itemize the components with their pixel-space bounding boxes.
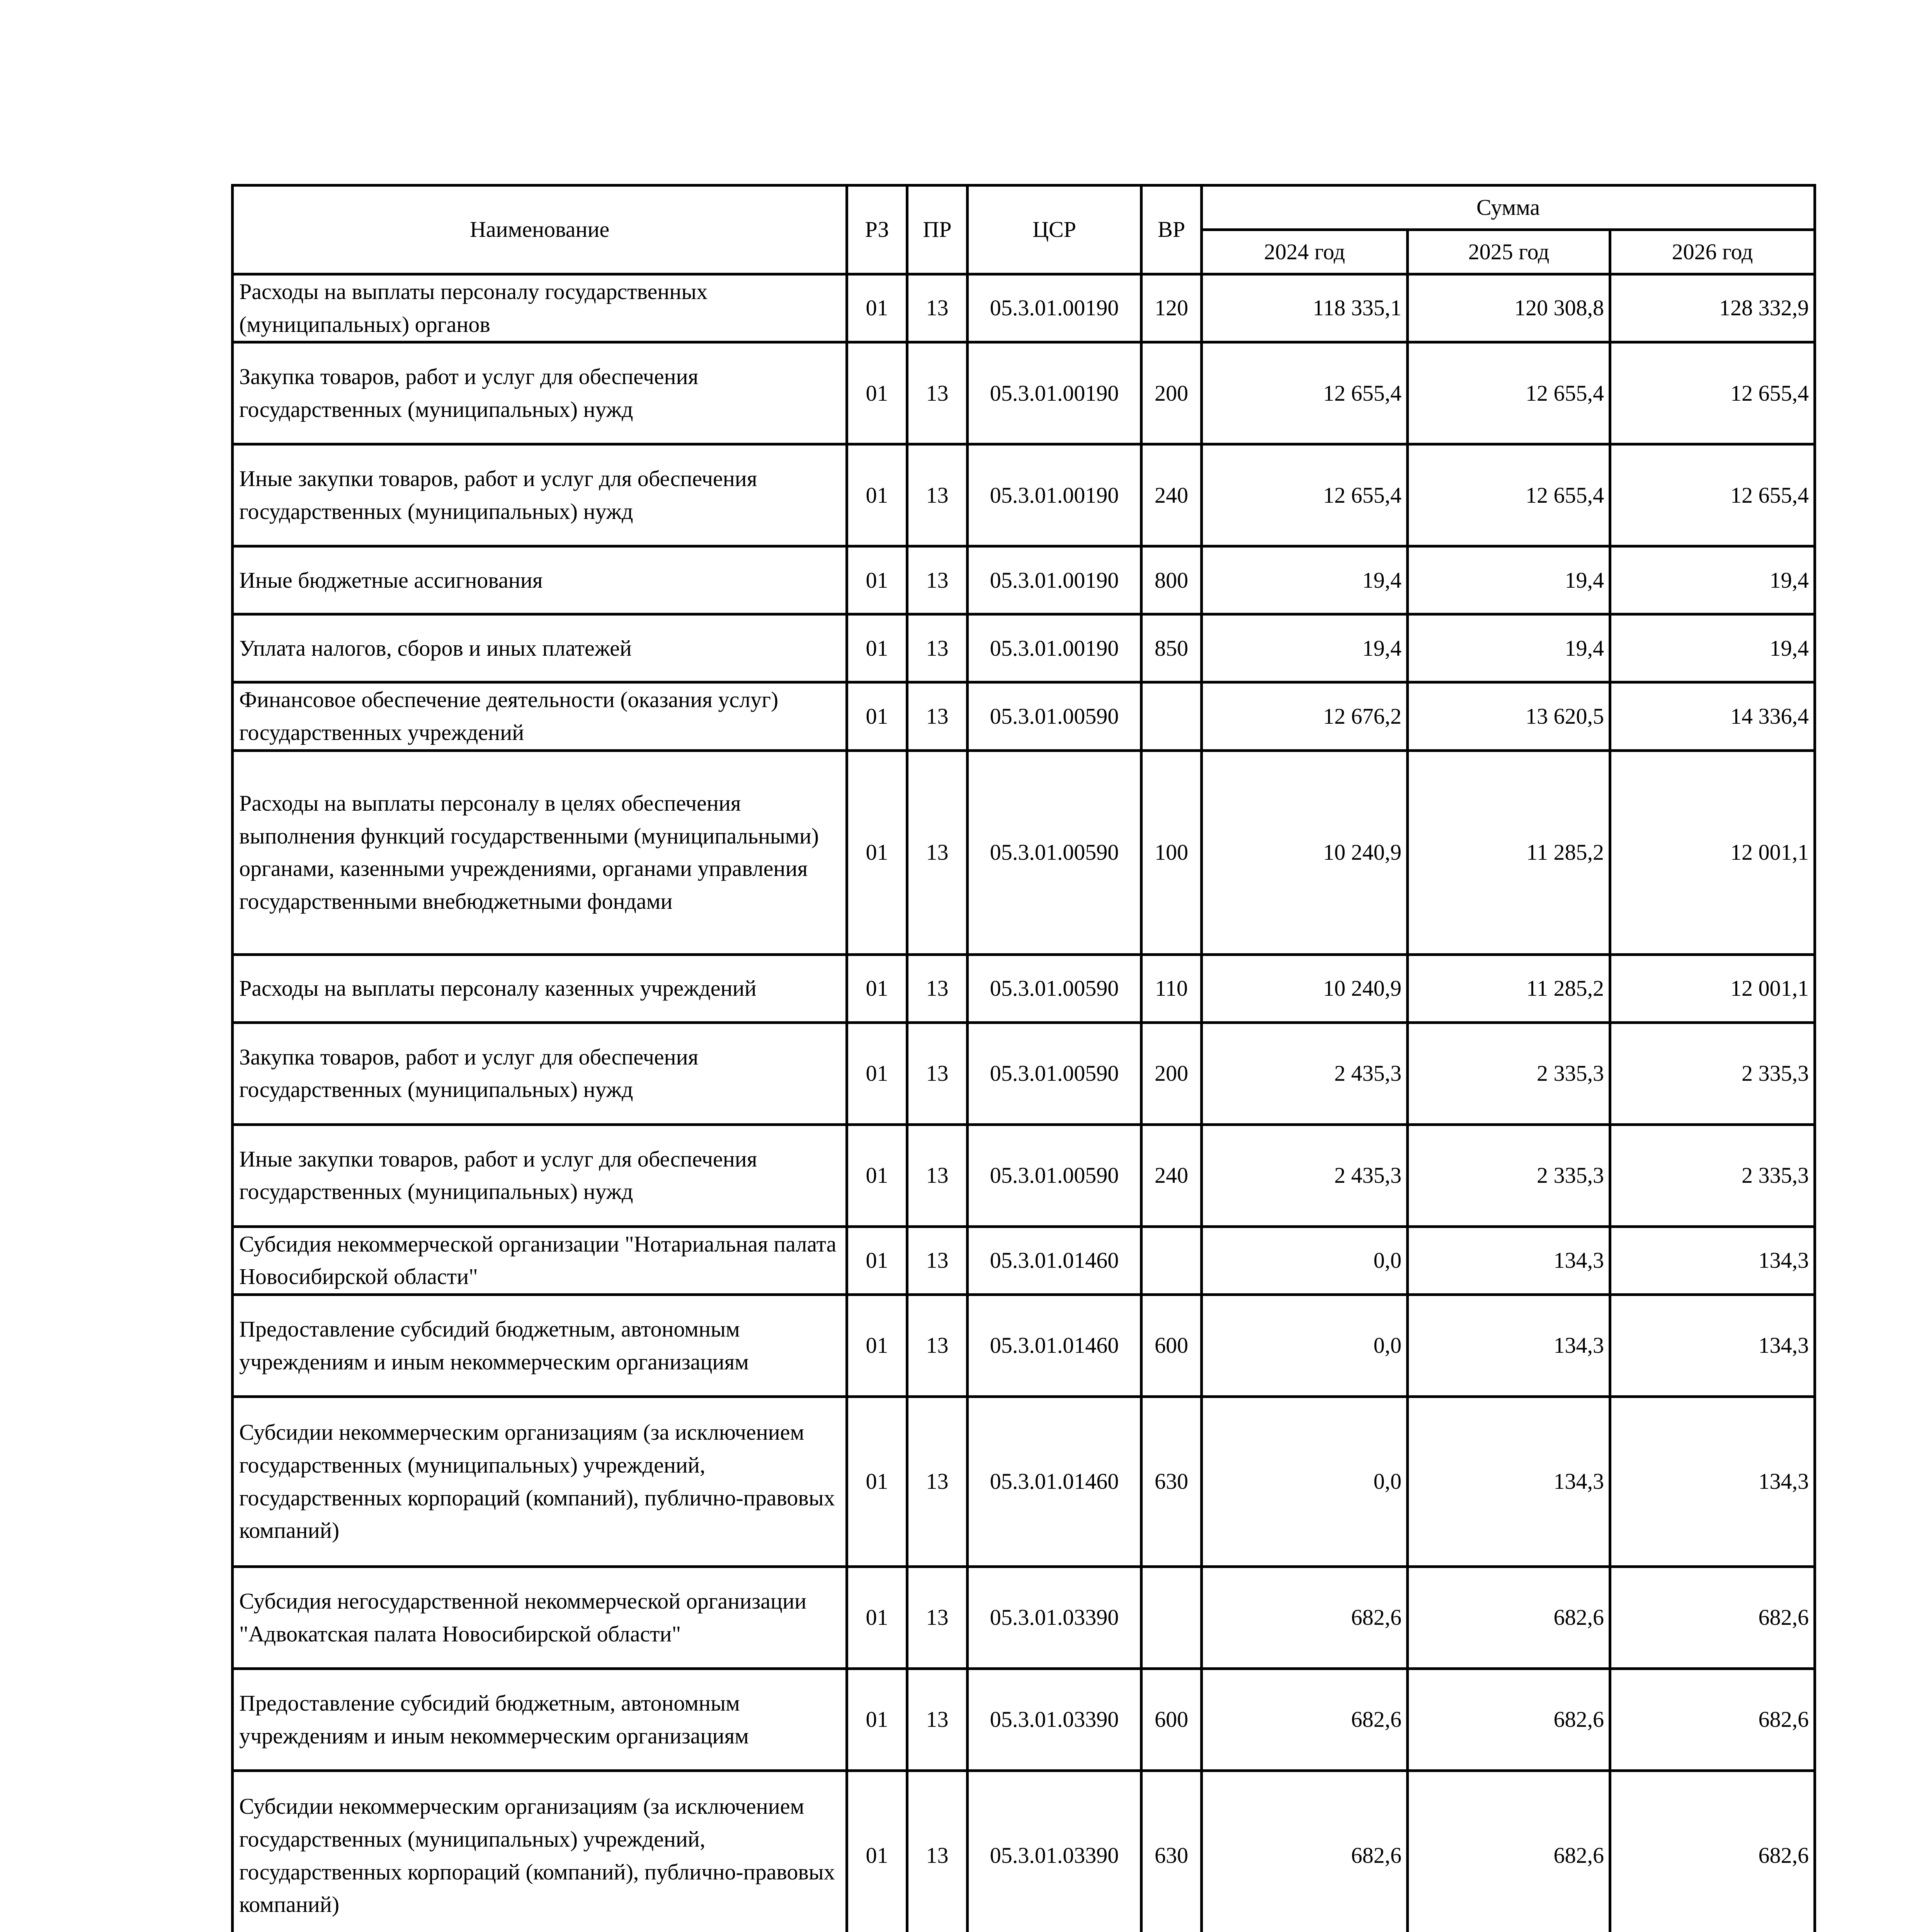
header-year-2026: 2026 год (1610, 230, 1815, 274)
cell-name: Закупка товаров, работ и услуг для обеспечения государственных (муниципальных) нужд (233, 1022, 847, 1124)
cell-sum-2026: 682,6 (1610, 1567, 1815, 1669)
cell-sum-2025: 19,4 (1408, 614, 1610, 682)
cell-pr: 13 (907, 1397, 968, 1567)
cell-sum-2024: 682,6 (1202, 1771, 1408, 1932)
cell-pr: 13 (907, 750, 968, 954)
cell-sum-2026: 12 001,1 (1610, 750, 1815, 954)
cell-pr: 13 (907, 1669, 968, 1771)
cell-sum-2025: 120 308,8 (1408, 274, 1610, 342)
cell-vr: 110 (1141, 954, 1202, 1022)
cell-sum-2026: 12 001,1 (1610, 954, 1815, 1022)
cell-rz: 01 (847, 682, 907, 750)
table-row (233, 1397, 1815, 1567)
header-year-2024: 2024 год (1202, 230, 1408, 274)
cell-pr: 13 (907, 1567, 968, 1669)
cell-csr: 05.3.01.00590 (968, 750, 1141, 954)
header-year-2025: 2025 год (1408, 230, 1610, 274)
cell-sum-2025: 19,4 (1408, 546, 1610, 614)
table-row (233, 1124, 1815, 1226)
cell-sum-2026: 682,6 (1610, 1669, 1815, 1771)
cell-sum-2024: 12 655,4 (1202, 342, 1408, 444)
cell-sum-2026: 19,4 (1610, 614, 1815, 682)
table-row (233, 954, 1815, 1022)
cell-pr: 13 (907, 614, 968, 682)
cell-csr: 05.3.01.00190 (968, 274, 1141, 342)
cell-sum-2026: 134,3 (1610, 1226, 1815, 1294)
cell-sum-2024: 118 335,1 (1202, 274, 1408, 342)
cell-vr: 600 (1141, 1669, 1202, 1771)
cell-csr: 05.3.01.00190 (968, 342, 1141, 444)
cell-vr: 800 (1141, 546, 1202, 614)
cell-rz: 01 (847, 750, 907, 954)
cell-vr: 200 (1141, 342, 1202, 444)
cell-rz: 01 (847, 1771, 907, 1932)
cell-vr: 240 (1141, 1124, 1202, 1226)
cell-name: Предоставление субсидий бюджетным, автономным учреждениям и иным некоммерческим организациям (233, 1669, 847, 1771)
cell-csr: 05.3.01.00190 (968, 546, 1141, 614)
cell-sum-2026: 134,3 (1610, 1397, 1815, 1567)
table-row (233, 342, 1815, 444)
cell-csr: 05.3.01.00590 (968, 682, 1141, 750)
cell-pr: 13 (907, 1124, 968, 1226)
header-pr: ПР (907, 185, 968, 274)
cell-sum-2024: 682,6 (1202, 1567, 1408, 1669)
table-row (233, 682, 1815, 750)
cell-rz: 01 (847, 546, 907, 614)
cell-sum-2024: 12 676,2 (1202, 682, 1408, 750)
cell-pr: 13 (907, 682, 968, 750)
cell-vr: 120 (1141, 274, 1202, 342)
cell-sum-2024: 19,4 (1202, 546, 1408, 614)
cell-vr (1141, 1226, 1202, 1294)
table-header (233, 185, 1815, 274)
table-row (233, 1022, 1815, 1124)
cell-sum-2025: 13 620,5 (1408, 682, 1610, 750)
cell-pr: 13 (907, 342, 968, 444)
cell-rz: 01 (847, 1124, 907, 1226)
table-row (233, 1771, 1815, 1932)
table-row (233, 750, 1815, 954)
cell-pr: 13 (907, 444, 968, 546)
cell-vr: 600 (1141, 1295, 1202, 1397)
cell-pr: 13 (907, 274, 968, 342)
header-sum: Сумма (1202, 185, 1815, 230)
cell-sum-2024: 2 435,3 (1202, 1124, 1408, 1226)
cell-sum-2025: 12 655,4 (1408, 342, 1610, 444)
cell-rz: 01 (847, 1397, 907, 1567)
cell-csr: 05.3.01.00190 (968, 614, 1141, 682)
cell-sum-2025: 682,6 (1408, 1567, 1610, 1669)
cell-csr: 05.3.01.03390 (968, 1669, 1141, 1771)
cell-sum-2024: 19,4 (1202, 614, 1408, 682)
cell-pr: 13 (907, 1226, 968, 1294)
cell-sum-2025: 682,6 (1408, 1669, 1610, 1771)
cell-name: Расходы на выплаты персоналу казенных учреждений (233, 954, 847, 1022)
table-row (233, 444, 1815, 546)
cell-sum-2025: 2 335,3 (1408, 1022, 1610, 1124)
cell-sum-2026: 128 332,9 (1610, 274, 1815, 342)
cell-name: Субсидия некоммерческой организации "Нотариальная палата Новосибирской области" (233, 1226, 847, 1294)
cell-rz: 01 (847, 1226, 907, 1294)
cell-sum-2025: 682,6 (1408, 1771, 1610, 1932)
cell-vr: 630 (1141, 1397, 1202, 1567)
cell-csr: 05.3.01.03390 (968, 1567, 1141, 1669)
cell-sum-2026: 19,4 (1610, 546, 1815, 614)
cell-vr (1141, 1567, 1202, 1669)
cell-sum-2026: 2 335,3 (1610, 1022, 1815, 1124)
cell-name: Закупка товаров, работ и услуг для обеспечения государственных (муниципальных) нужд (233, 342, 847, 444)
cell-sum-2026: 14 336,4 (1610, 682, 1815, 750)
table-row (233, 1226, 1815, 1294)
cell-name: Субсидии некоммерческим организациям (за исключением государственных (муниципальных) учреждений, государственных корпораций (компаний), публично-правовых компаний) (233, 1397, 847, 1567)
cell-sum-2026: 12 655,4 (1610, 444, 1815, 546)
cell-pr: 13 (907, 1771, 968, 1932)
cell-csr: 05.3.01.00590 (968, 1022, 1141, 1124)
cell-vr: 240 (1141, 444, 1202, 546)
cell-csr: 05.3.01.01460 (968, 1226, 1141, 1294)
cell-name: Иные бюджетные ассигнования (233, 546, 847, 614)
cell-vr (1141, 682, 1202, 750)
cell-rz: 01 (847, 274, 907, 342)
cell-csr: 05.3.01.00590 (968, 954, 1141, 1022)
cell-rz: 01 (847, 954, 907, 1022)
cell-sum-2026: 682,6 (1610, 1771, 1815, 1932)
header-rz: РЗ (847, 185, 907, 274)
cell-name: Иные закупки товаров, работ и услуг для обеспечения государственных (муниципальных) нужд (233, 1124, 847, 1226)
cell-rz: 01 (847, 614, 907, 682)
table-row (233, 1567, 1815, 1669)
cell-csr: 05.3.01.03390 (968, 1771, 1141, 1932)
cell-csr: 05.3.01.01460 (968, 1397, 1141, 1567)
cell-vr: 630 (1141, 1771, 1202, 1932)
cell-sum-2025: 11 285,2 (1408, 954, 1610, 1022)
cell-name: Субсидии некоммерческим организациям (за исключением государственных (муниципальных) учреждений, государственных корпораций (компаний), публично-правовых компаний) (233, 1771, 847, 1932)
cell-vr: 200 (1141, 1022, 1202, 1124)
cell-rz: 01 (847, 444, 907, 546)
cell-name: Расходы на выплаты персоналу в целях обеспечения выполнения функций государственными (муниципальными) органами, казенными учреждениями, органами управления государственными внебюджетными фондами (233, 750, 847, 954)
cell-sum-2024: 10 240,9 (1202, 954, 1408, 1022)
cell-name: Уплата налогов, сборов и иных платежей (233, 614, 847, 682)
cell-pr: 13 (907, 1295, 968, 1397)
table-row (233, 546, 1815, 614)
cell-name: Субсидия негосударственной некоммерческой организации "Адвокатская палата Новосибирской области" (233, 1567, 847, 1669)
cell-sum-2026: 134,3 (1610, 1295, 1815, 1397)
cell-sum-2024: 12 655,4 (1202, 444, 1408, 546)
cell-name: Финансовое обеспечение деятельности (оказания услуг) государственных учреждений (233, 682, 847, 750)
cell-rz: 01 (847, 1567, 907, 1669)
cell-rz: 01 (847, 342, 907, 444)
cell-vr: 100 (1141, 750, 1202, 954)
cell-sum-2024: 0,0 (1202, 1226, 1408, 1294)
cell-sum-2024: 10 240,9 (1202, 750, 1408, 954)
table-row (233, 614, 1815, 682)
cell-csr: 05.3.01.00190 (968, 444, 1141, 546)
table-row (233, 1295, 1815, 1397)
cell-csr: 05.3.01.01460 (968, 1295, 1141, 1397)
table-row (233, 274, 1815, 342)
cell-pr: 13 (907, 954, 968, 1022)
cell-sum-2024: 0,0 (1202, 1397, 1408, 1567)
header-csr: ЦСР (968, 185, 1141, 274)
cell-rz: 01 (847, 1669, 907, 1771)
cell-pr: 13 (907, 1022, 968, 1124)
header-name: Наименование (233, 185, 847, 274)
cell-sum-2024: 682,6 (1202, 1669, 1408, 1771)
cell-rz: 01 (847, 1295, 907, 1397)
cell-vr: 850 (1141, 614, 1202, 682)
cell-name: Иные закупки товаров, работ и услуг для обеспечения государственных (муниципальных) нужд (233, 444, 847, 546)
cell-sum-2026: 12 655,4 (1610, 342, 1815, 444)
cell-sum-2025: 134,3 (1408, 1295, 1610, 1397)
cell-pr: 13 (907, 546, 968, 614)
cell-sum-2025: 134,3 (1408, 1226, 1610, 1294)
cell-name: Расходы на выплаты персоналу государственных (муниципальных) органов (233, 274, 847, 342)
cell-sum-2025: 134,3 (1408, 1397, 1610, 1567)
cell-rz: 01 (847, 1022, 907, 1124)
cell-name: Предоставление субсидий бюджетным, автономным учреждениям и иным некоммерческим организациям (233, 1295, 847, 1397)
header-vr: ВР (1141, 185, 1202, 274)
cell-sum-2024: 0,0 (1202, 1295, 1408, 1397)
cell-sum-2025: 12 655,4 (1408, 444, 1610, 546)
cell-sum-2026: 2 335,3 (1610, 1124, 1815, 1226)
table-row (233, 1669, 1815, 1771)
cell-csr: 05.3.01.00590 (968, 1124, 1141, 1226)
cell-sum-2025: 11 285,2 (1408, 750, 1610, 954)
cell-sum-2024: 2 435,3 (1202, 1022, 1408, 1124)
table-body (233, 274, 1815, 1932)
budget-table (231, 184, 1816, 1932)
cell-sum-2025: 2 335,3 (1408, 1124, 1610, 1226)
